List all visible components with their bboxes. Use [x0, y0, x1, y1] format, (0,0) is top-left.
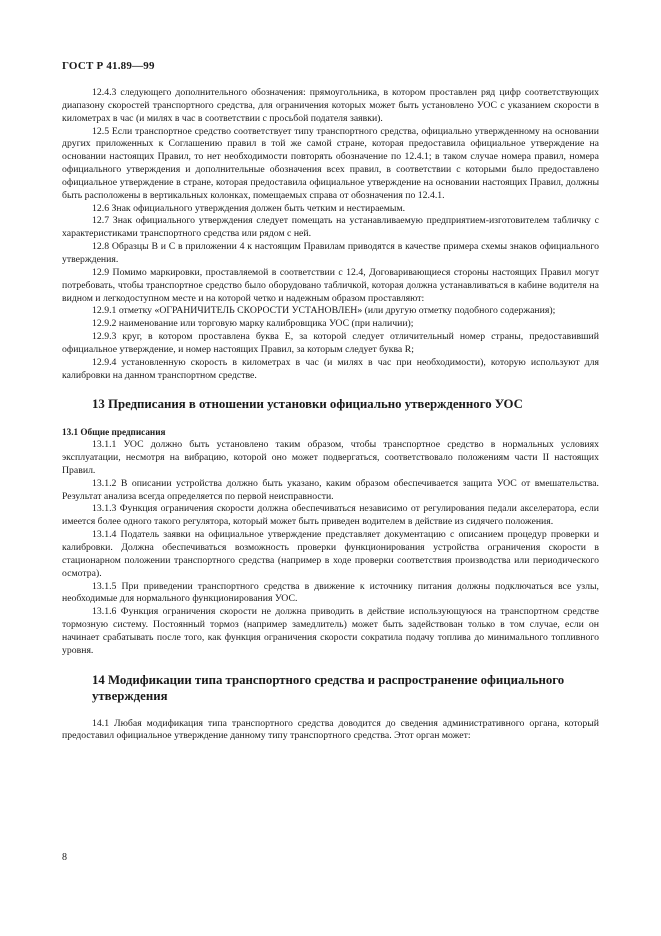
- document-header: ГОСТ Р 41.89—99: [62, 60, 155, 72]
- section-13-heading: 13 Предписания в отношении установки официально утвержденного УОС: [92, 397, 523, 412]
- paragraph-13-1-4: 13.1.4 Податель заявки на официальное утверждение представляет документацию с описанием процедур проверки и калибровки. Должна обеспечиваться возможность проверки функционирования устройства ограничения скорости в стационарном положении транспортного средства (например в ходе проверки соответствия производства или периодического осмотра).: [62, 529, 599, 579]
- section-13-1-subheading: 13.1 Общие предписания: [62, 427, 166, 438]
- section-14-body: [62, 718, 599, 744]
- paragraph-12-4-3: 12.4.3 следующего дополнительного обозначения: прямоугольника, в котором проставлен ряд цифр соответствующих диапазону скоростей транспортного средства, для ограничения которых может быть установлено УОС с указанием скорости в километрах в час (и милях в час в соответствии с просьбой подателя заявки).: [62, 87, 599, 124]
- paragraph-13-1-2: 13.1.2 В описании устройства должно быть указано, каким образом обеспечивается защита УОС от вмешательства. Результат анализа всегда определяется по первой неисправности.: [62, 477, 599, 502]
- paragraph-13-1-1: 13.1.1 УОС должно быть установлено таким образом, чтобы транспортное средство в нормальных условиях эксплуатации, несмотря на вибрацию, которой оно может подвергаться, соответствовало положениям части II настоящих Правил.: [62, 439, 599, 476]
- paragraph-12-9-2: 12.9.2 наименование или торговую марку калибровщика УОС (при наличии);: [92, 318, 414, 330]
- paragraph-12-9-3: 12.9.3 круг, в котором проставлена буква Е, за которой следует отличительный номер страны, предоставивший официальное утверждение, и номер настоящих Правил, за которым следует буква R;: [62, 331, 599, 355]
- page-number: 8: [62, 852, 67, 863]
- paragraph-12-8: 12.8 Образцы В и С в приложении 4 к настоящим Правилам приводятся в качестве примера схемы знаков официального утверждения.: [62, 241, 599, 265]
- paragraph-13-1-5: 13.1.5 При приведении транспортного средства в движение к источнику питания должны подключаться все узлы, необходимые для нормального функционирования УОС.: [62, 580, 599, 605]
- document-page: [62, 60, 599, 743]
- section-12-body: [62, 87, 599, 382]
- paragraph-12-9-1: 12.9.1 отметку «ОГРАНИЧИТЕЛЬ СКОРОСТИ УСТАНОВЛЕН» (или другую отметку подобного содержания);: [92, 305, 556, 317]
- paragraph-12-9: 12.9 Помимо маркировки, проставляемой в соответствии с 12.4, Договаривающиеся стороны настоящих Правил могут потребовать, чтобы транспортное средство было оборудовано табличкой, которая должна устанавливаться в кабине водителя на видном и легкодоступном месте и на которой четко и надежным образом проставляют:: [62, 266, 599, 304]
- paragraph-12-9-4: 12.9.4 установленную скорость в километрах в час (и милях в час при необходимости), которую используют для калибровки на данном транспортном средстве.: [62, 356, 599, 381]
- section-14-heading: 14 Модификации типа транспортного средства и распространение официального утверждения: [92, 672, 565, 703]
- section-13-body: [62, 439, 599, 657]
- paragraph-12-6: 12.6 Знак официального утверждения должен быть четким и нестираемым.: [92, 202, 406, 214]
- paragraph-12-7: 12.7 Знак официального утверждения следует помещать на устанавливаемую предприятием-изготовителем табличку с характеристиками транспортного средства или рядом с ней.: [62, 215, 599, 240]
- paragraph-14-1: 14.1 Любая модификация типа транспортного средства доводится до сведения административного органа, который предоставил официальное утверждение данному типу транспортного средства. Этот орган может:: [62, 717, 599, 742]
- paragraph-13-1-3: 13.1.3 Функция ограничения скорости должна обеспечиваться независимо от регулирования педали акселератора, если имеется более одного такого регулятора, который может быть приведен водителем в действие из сидячего положения.: [62, 503, 599, 528]
- paragraph-12-5: 12.5 Если транспортное средство соответствует типу транспортного средства, официально утвержденному на основании других приложенных к Соглашению правил в той же самой стране, которая предоставила официальное утверждение на основании настоящих Правил, то нет необходимости повторять обозначение по 12.4.1; в таком случае номера правил, номера официального утверждения и дополнительные обозначения всех правил, в соответствии с которыми было предоставлено официальное утверждение в стране, которая предоставила официальное утверждение на основании настоящих Правил, должны быть расположены в вертикальных колонках, помещаемых справа от обозначения по 12.4.1.: [62, 125, 599, 201]
- paragraph-13-1-6: 13.1.6 Функция ограничения скорости не должна приводить в действие использующуюся на транспортном средстве тормозную систему. Постоянный тормоз (например замедлитель) может быть задействован только в том случае, если он начинает срабатывать после того, как функция ограничения скорости сократила подачу топлива до минимального топливного уровня.: [62, 606, 599, 656]
